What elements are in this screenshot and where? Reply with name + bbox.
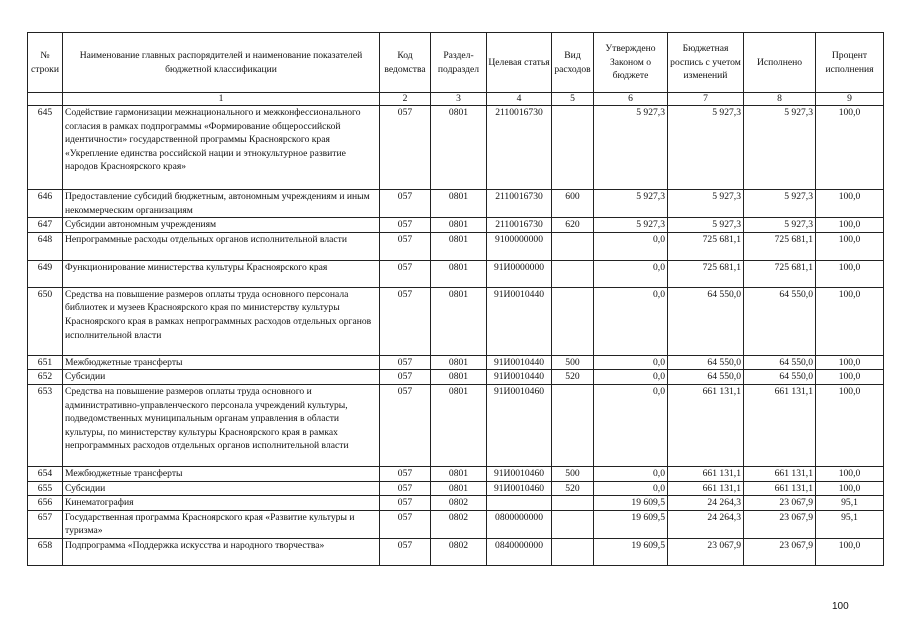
executed-cell: 661 131,1 <box>744 384 816 466</box>
expense-type-cell <box>552 232 594 260</box>
table-row <box>28 510 884 538</box>
approved-cell: 0,0 <box>594 287 668 355</box>
table-row <box>28 370 884 385</box>
section-cell: 0801 <box>431 466 487 481</box>
name-cell: Содействие гармонизации межнационального и межконфессионального согласия в рамках подпрограммы «Формирование общероссийской идентичности» государственной программы Красноярского края «Укрепление единства российской нации и этнокультурное развитие народов Красноярского края» <box>63 106 380 190</box>
percent-cell: 100,0 <box>816 370 884 385</box>
budget-list-cell: 24 264,3 <box>668 496 744 511</box>
table-row <box>28 190 884 218</box>
percent-cell: 100,0 <box>816 538 884 565</box>
budget-list-cell: 5 927,3 <box>668 218 744 233</box>
row-number-cell: 649 <box>28 260 63 287</box>
expense-type-cell <box>552 384 594 466</box>
executed-cell: 5 927,3 <box>744 106 816 190</box>
section-cell: 0801 <box>431 260 487 287</box>
table-row <box>28 538 884 565</box>
name-cell: Непрограммные расходы отдельных органов исполнительной власти <box>63 232 380 260</box>
percent-cell: 95,1 <box>816 496 884 511</box>
target-article-cell: 91И0010460 <box>487 481 552 496</box>
department-code-cell: 057 <box>380 260 431 287</box>
section-cell: 0802 <box>431 510 487 538</box>
header-cell-budget-list: Бюджетная роспись с учетом изменений <box>668 33 744 93</box>
target-article-cell: 91И0000000 <box>487 260 552 287</box>
row-number-cell: 656 <box>28 496 63 511</box>
target-article-cell: 91И0010460 <box>487 384 552 466</box>
table-row <box>28 466 884 481</box>
header-row <box>28 33 884 93</box>
table-row <box>28 496 884 511</box>
target-article-cell: 2110016730 <box>487 218 552 233</box>
department-code-cell: 057 <box>380 538 431 565</box>
department-code-cell: 057 <box>380 384 431 466</box>
department-code-cell: 057 <box>380 287 431 355</box>
row-number-cell: 654 <box>28 466 63 481</box>
column-number: 7 <box>668 93 744 106</box>
executed-cell: 5 927,3 <box>744 218 816 233</box>
column-number: 8 <box>744 93 816 106</box>
budget-list-cell: 661 131,1 <box>668 384 744 466</box>
name-cell: Предоставление субсидий бюджетным, автономным учреждениям и иным некоммерческим организациям <box>63 190 380 218</box>
percent-cell: 100,0 <box>816 232 884 260</box>
executed-cell: 725 681,1 <box>744 232 816 260</box>
row-number-cell: 652 <box>28 370 63 385</box>
percent-cell: 100,0 <box>816 384 884 466</box>
approved-cell: 5 927,3 <box>594 190 668 218</box>
row-number-cell: 657 <box>28 510 63 538</box>
percent-cell: 95,1 <box>816 510 884 538</box>
table-body <box>28 106 884 566</box>
section-cell: 0801 <box>431 384 487 466</box>
section-cell: 0801 <box>431 106 487 190</box>
section-cell: 0801 <box>431 218 487 233</box>
budget-list-cell: 5 927,3 <box>668 190 744 218</box>
approved-cell: 0,0 <box>594 481 668 496</box>
department-code-cell: 057 <box>380 190 431 218</box>
budget-list-cell: 24 264,3 <box>668 510 744 538</box>
percent-cell: 100,0 <box>816 106 884 190</box>
name-cell: Средства на повышение размеров оплаты труда основного персонала библиотек и музеев Красноярского края по министерству культуры Красноярского края в рамках непрограммных расходов отдельных органов исполнительной власти <box>63 287 380 355</box>
executed-cell: 23 067,9 <box>744 510 816 538</box>
name-cell: Субсидии автономным учреждениям <box>63 218 380 233</box>
approved-cell: 19 609,5 <box>594 538 668 565</box>
budget-list-cell: 661 131,1 <box>668 481 744 496</box>
column-number: 4 <box>487 93 552 106</box>
expense-type-cell <box>552 538 594 565</box>
budget-list-cell: 5 927,3 <box>668 106 744 190</box>
budget-list-cell: 64 550,0 <box>668 370 744 385</box>
department-code-cell: 057 <box>380 510 431 538</box>
section-cell: 0801 <box>431 287 487 355</box>
row-number-cell: 655 <box>28 481 63 496</box>
row-number-cell: 650 <box>28 287 63 355</box>
header-cell-approved: Утверждено Законом о бюджете <box>594 33 668 93</box>
table-row <box>28 355 884 370</box>
column-number: 1 <box>63 93 380 106</box>
department-code-cell: 057 <box>380 106 431 190</box>
name-cell: Средства на повышение размеров оплаты труда основного и административно-управленческого персонала учреждений культуры, подведомственных муниципальным органам управления в области культуры, по министерству культуры Красноярского края в рамках непрограммных расходов отдельных органов исполнительной власти <box>63 384 380 466</box>
target-article-cell: 91И0010440 <box>487 370 552 385</box>
page-number: 100 <box>832 601 849 612</box>
row-number-cell: 646 <box>28 190 63 218</box>
row-number-cell: 653 <box>28 384 63 466</box>
percent-cell: 100,0 <box>816 481 884 496</box>
expense-type-cell: 500 <box>552 466 594 481</box>
name-cell: Кинематография <box>63 496 380 511</box>
executed-cell: 725 681,1 <box>744 260 816 287</box>
executed-cell: 23 067,9 <box>744 496 816 511</box>
table-row <box>28 481 884 496</box>
expense-type-cell <box>552 106 594 190</box>
table-row <box>28 384 884 466</box>
table-row <box>28 232 884 260</box>
expense-type-cell <box>552 496 594 511</box>
table-row <box>28 106 884 190</box>
column-number: 2 <box>380 93 431 106</box>
column-number <box>28 93 63 106</box>
department-code-cell: 057 <box>380 496 431 511</box>
expense-type-cell <box>552 260 594 287</box>
expense-type-cell: 520 <box>552 370 594 385</box>
header-cell-target-article: Целевая статья <box>487 33 552 93</box>
target-article-cell: 91И0010460 <box>487 466 552 481</box>
budget-list-cell: 725 681,1 <box>668 260 744 287</box>
target-article-cell: 91И0010440 <box>487 355 552 370</box>
name-cell: Подпрограмма «Поддержка искусства и народного творчества» <box>63 538 380 565</box>
column-number: 3 <box>431 93 487 106</box>
table-row <box>28 218 884 233</box>
table-row <box>28 260 884 287</box>
target-article-cell: 2110016730 <box>487 106 552 190</box>
section-cell: 0801 <box>431 355 487 370</box>
executed-cell: 5 927,3 <box>744 190 816 218</box>
expense-type-cell: 600 <box>552 190 594 218</box>
department-code-cell: 057 <box>380 232 431 260</box>
executed-cell: 661 131,1 <box>744 466 816 481</box>
expense-type-cell <box>552 510 594 538</box>
name-cell: Субсидии <box>63 481 380 496</box>
percent-cell: 100,0 <box>816 466 884 481</box>
approved-cell: 5 927,3 <box>594 218 668 233</box>
target-article-cell: 2110016730 <box>487 190 552 218</box>
column-number: 6 <box>594 93 668 106</box>
name-cell: Государственная программа Красноярского края «Развитие культуры и туризма» <box>63 510 380 538</box>
budget-table <box>27 32 884 566</box>
executed-cell: 661 131,1 <box>744 481 816 496</box>
column-number: 9 <box>816 93 884 106</box>
department-code-cell: 057 <box>380 370 431 385</box>
expense-type-cell: 500 <box>552 355 594 370</box>
expense-type-cell: 520 <box>552 481 594 496</box>
target-article-cell <box>487 496 552 511</box>
approved-cell: 0,0 <box>594 370 668 385</box>
section-cell: 0801 <box>431 481 487 496</box>
department-code-cell: 057 <box>380 481 431 496</box>
row-number-cell: 651 <box>28 355 63 370</box>
percent-cell: 100,0 <box>816 218 884 233</box>
section-cell: 0801 <box>431 190 487 218</box>
percent-cell: 100,0 <box>816 355 884 370</box>
approved-cell: 0,0 <box>594 384 668 466</box>
approved-cell: 0,0 <box>594 466 668 481</box>
column-numbers-row <box>28 93 884 106</box>
executed-cell: 64 550,0 <box>744 355 816 370</box>
budget-list-cell: 64 550,0 <box>668 287 744 355</box>
table-row <box>28 287 884 355</box>
row-number-cell: 645 <box>28 106 63 190</box>
executed-cell: 64 550,0 <box>744 287 816 355</box>
budget-list-cell: 23 067,9 <box>668 538 744 565</box>
budget-list-cell: 661 131,1 <box>668 466 744 481</box>
header-cell-department-code: Код ведомства <box>380 33 431 93</box>
name-cell: Функционирование министерства культуры Красноярского края <box>63 260 380 287</box>
row-number-cell: 648 <box>28 232 63 260</box>
row-number-cell: 658 <box>28 538 63 565</box>
section-cell: 0802 <box>431 538 487 565</box>
header-cell-percent: Процент исполнения <box>816 33 884 93</box>
budget-list-cell: 64 550,0 <box>668 355 744 370</box>
name-cell: Субсидии <box>63 370 380 385</box>
department-code-cell: 057 <box>380 355 431 370</box>
header-cell-section: Раздел-подраздел <box>431 33 487 93</box>
target-article-cell: 91И0010440 <box>487 287 552 355</box>
header-cell-executed: Исполнено <box>744 33 816 93</box>
approved-cell: 5 927,3 <box>594 106 668 190</box>
name-cell: Межбюджетные трансферты <box>63 355 380 370</box>
name-cell: Межбюджетные трансферты <box>63 466 380 481</box>
budget-list-cell: 725 681,1 <box>668 232 744 260</box>
percent-cell: 100,0 <box>816 260 884 287</box>
target-article-cell: 0800000000 <box>487 510 552 538</box>
approved-cell: 0,0 <box>594 260 668 287</box>
approved-cell: 0,0 <box>594 355 668 370</box>
percent-cell: 100,0 <box>816 287 884 355</box>
column-number: 5 <box>552 93 594 106</box>
header-cell-name: Наименование главных распорядителей и наименование показателей бюджетной классификации <box>63 33 380 93</box>
department-code-cell: 057 <box>380 466 431 481</box>
approved-cell: 19 609,5 <box>594 510 668 538</box>
section-cell: 0802 <box>431 496 487 511</box>
executed-cell: 64 550,0 <box>744 370 816 385</box>
percent-cell: 100,0 <box>816 190 884 218</box>
section-cell: 0801 <box>431 232 487 260</box>
executed-cell: 23 067,9 <box>744 538 816 565</box>
row-number-cell: 647 <box>28 218 63 233</box>
header-cell-expense-type: Вид расходов <box>552 33 594 93</box>
header-cell-row-number: № строки <box>28 33 63 93</box>
section-cell: 0801 <box>431 370 487 385</box>
approved-cell: 19 609,5 <box>594 496 668 511</box>
target-article-cell: 9100000000 <box>487 232 552 260</box>
expense-type-cell: 620 <box>552 218 594 233</box>
expense-type-cell <box>552 287 594 355</box>
approved-cell: 0,0 <box>594 232 668 260</box>
department-code-cell: 057 <box>380 218 431 233</box>
target-article-cell: 0840000000 <box>487 538 552 565</box>
